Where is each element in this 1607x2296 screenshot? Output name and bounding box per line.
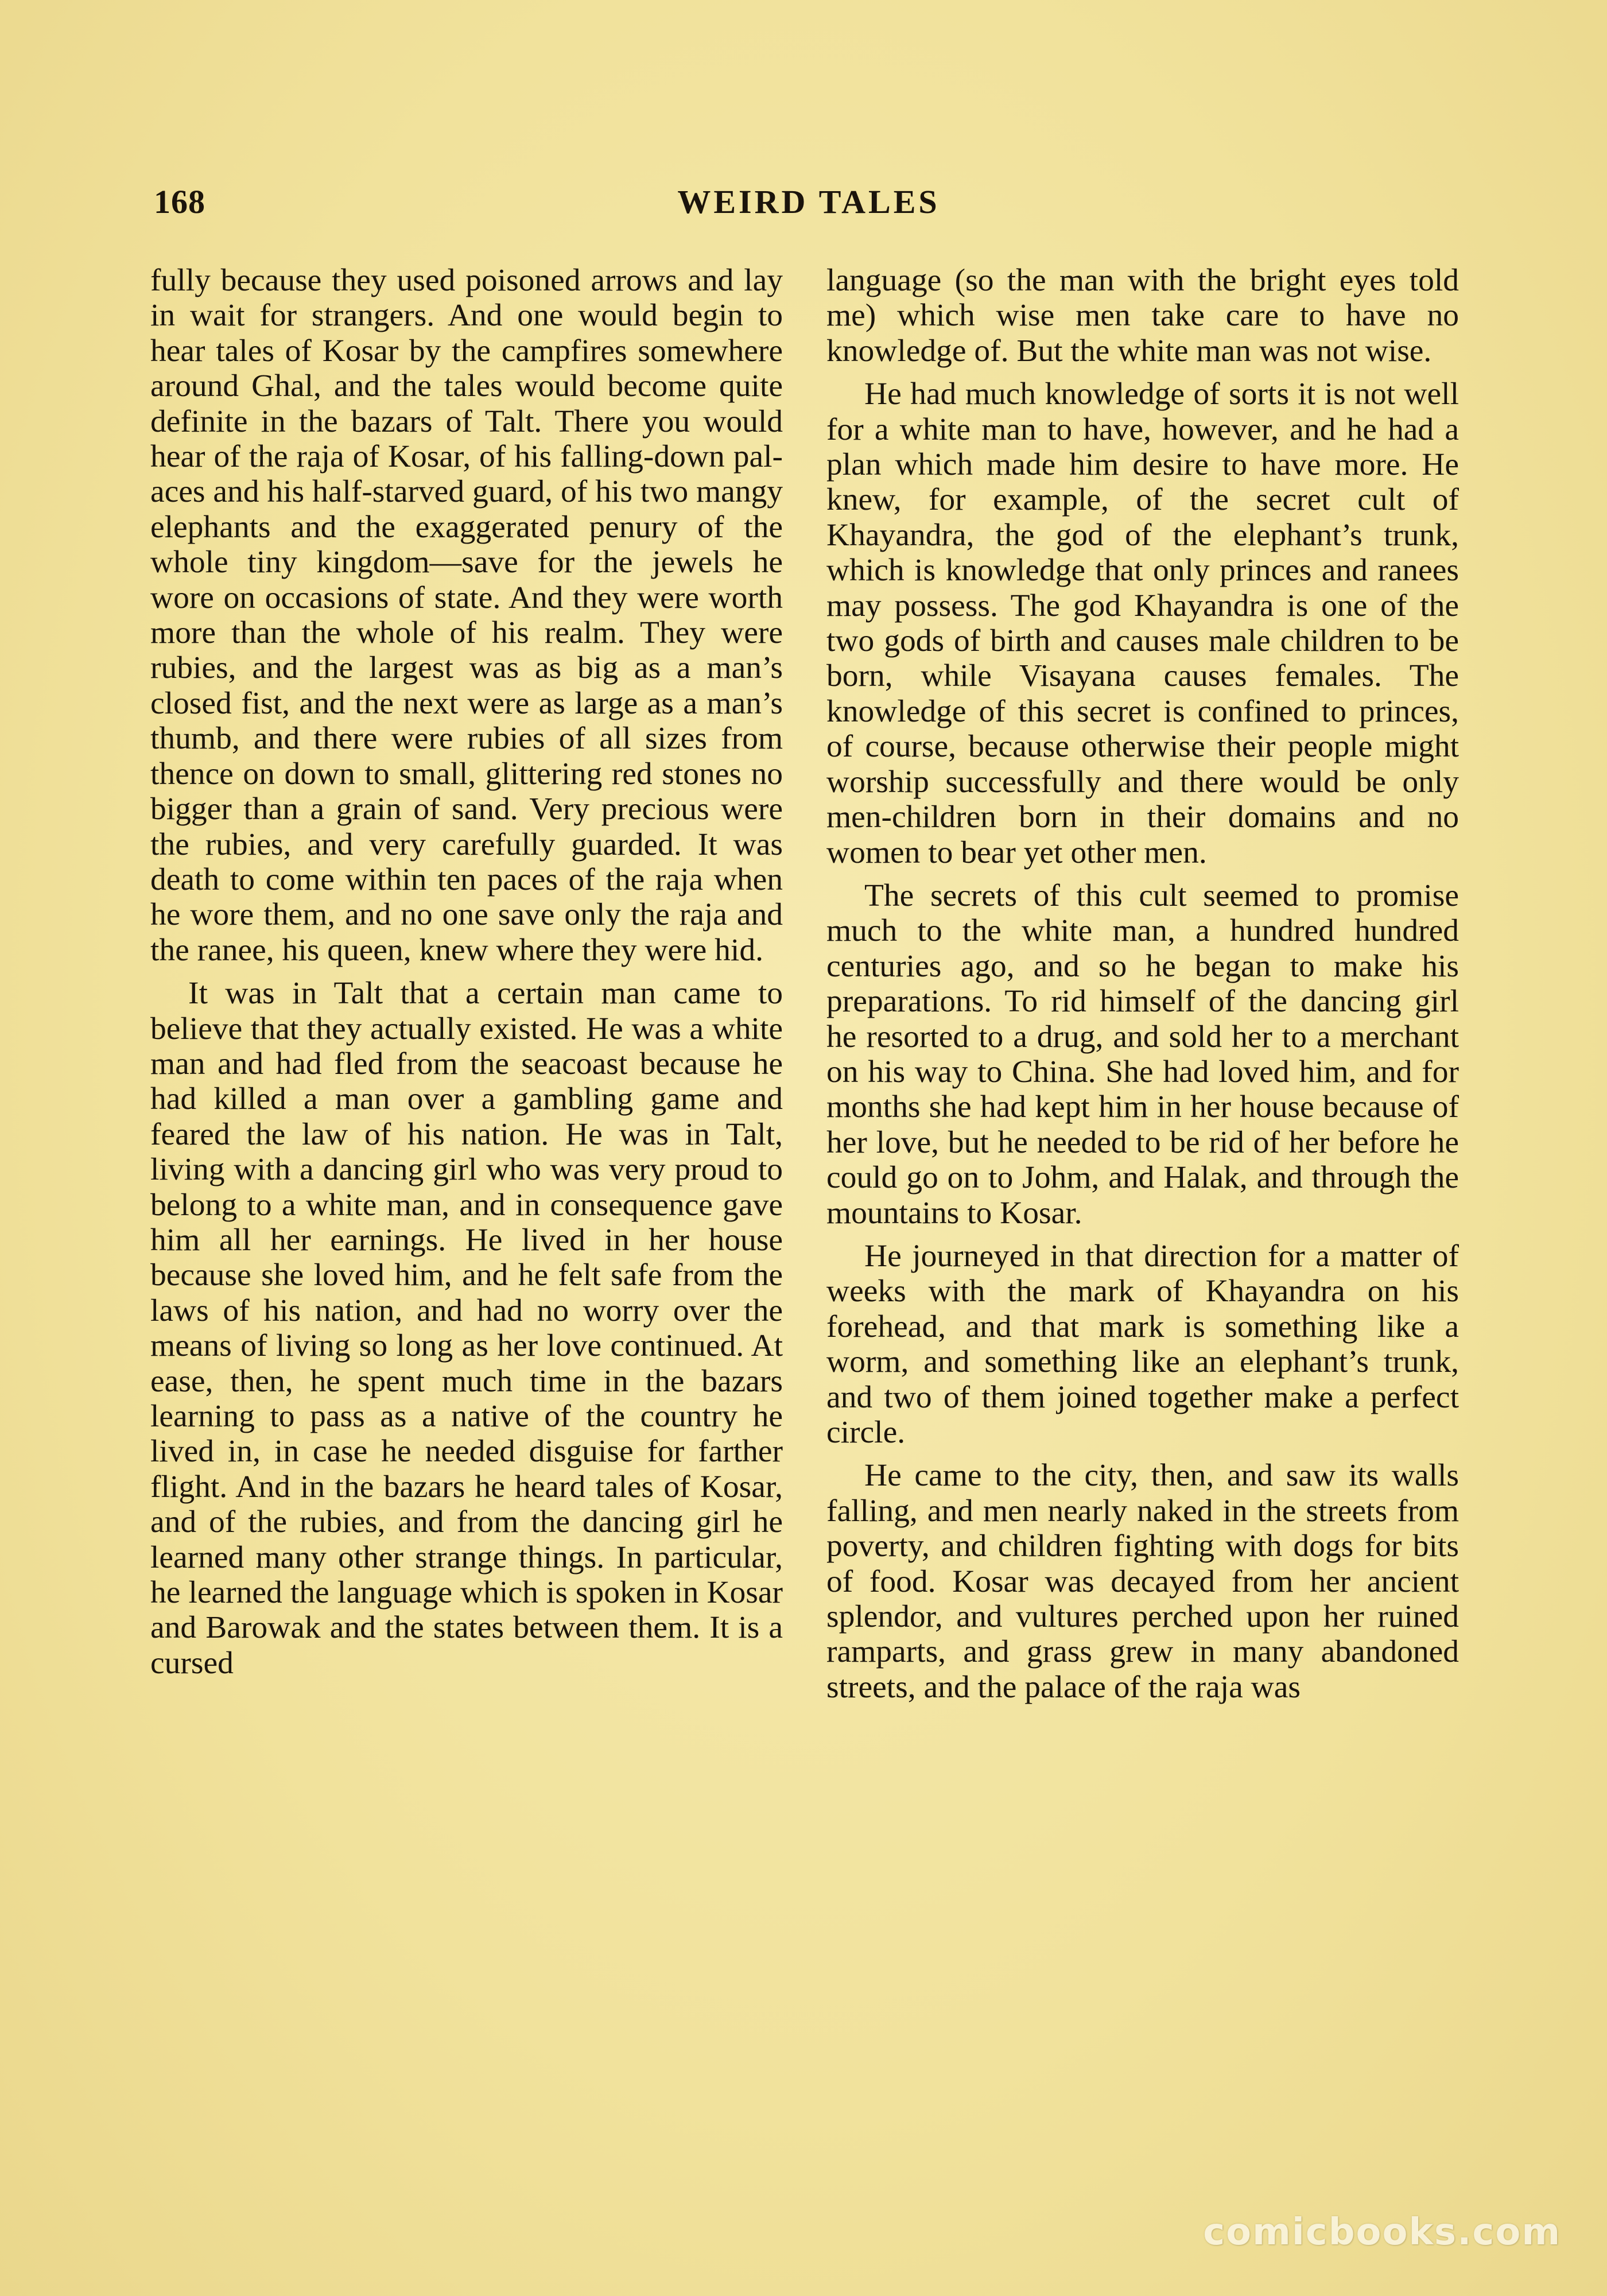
text-column-right <box>826 263 1459 1713</box>
paragraph: It was in Talt that a certain man came to believe that they actually existed. He was a white man and had fled from the seacoast because he had killed a man over a gambling game and feared the law of his nation. He was in Talt, living with a dancing girl who was very proud to belong to a white man, and in consequence gave him all her earnings. He lived in her house because she loved him, and he felt safe from the laws of his nation, and had no worry over the means of living so long as her love continued. At ease, then, he spent much time in the bazars learning to pass as a native of the country he lived in, in case he needed disguise for farther flight. And in the bazars he heard tales of Kosar, and of the rubies, and from the dancing girl he learned many other strange things. In particular, he learned the language which is spoken in Kosar and Barowak and the states between them. It is a cursed <box>150 976 783 1681</box>
paragraph: language (so the man with the bright eyes told me) which wise men take care to have no knowledge of. But the white man was not wise. <box>826 263 1459 369</box>
paragraph: He came to the city, then, and saw its walls falling, and men nearly naked in the streets from poverty, and children fighting with dogs for bits of food. Kosar was decayed from her ancient splendor, and vultures perched upon her ruined ramparts, and grass grew in many abandoned streets, and the palace of the raja was <box>826 1458 1459 1705</box>
text-column-left <box>150 263 783 1689</box>
running-head: WEIRD TALES <box>677 183 940 220</box>
paragraph: fully because they used poisoned arrows and lay in wait for strangers. And one would begin to hear tales of Kosar by the campfires somewhere around Ghal, and the tales would become quite definite in the bazars of Talt. There you would hear of the raja of Kosar, of his falling-down palaces and his half-starved guard, of his two mangy elephants and the exaggerated penury of the whole tiny kingdom—save for the jewels he wore on occasions of state. And they were worth more than the whole of his realm. They were rubies, and the largest was as big as a man’s closed fist, and the next were as large as a man’s thumb, and there were rubies of all sizes from thence on down to small, glittering red stones no bigger than a grain of sand. Very precious were the rubies, and very carefully guarded. It was death to come within ten paces of the raja when he wore them, and no one save only the raja and the ranee, his queen, knew where they were hid. <box>150 263 783 968</box>
paragraph: The secrets of this cult seemed to promise much to the white man, a hundred hundred centuries ago, and so he began to make his preparations. To rid himself of the dancing girl he resorted to a drug, and sold her to a merchant on his way to China. She had loved him, and for months she had kept him in her house because of her love, but he needed to be rid of her before he could go on to Johm, and Halak, and through the mountains to Kosar. <box>826 878 1459 1231</box>
watermark: comicbooks.com <box>1203 2211 1561 2254</box>
paragraph: He had much knowledge of sorts it is not well for a white man to have, however, and he had a plan which made him desire to have more. He knew, for example, of the secret cult of Khayandra, the god of the elephant’s trunk, which is knowledge that only princes and ranees may possess. The god Khayandra is one of the two gods of birth and causes male children to be born, while Visayana causes females. The knowledge of this secret is confined to princes, of course, because otherwise their people might worship successfully and there would be only men-children born in their domains and no women to bear yet other men. <box>826 377 1459 870</box>
page-number: 168 <box>154 183 205 220</box>
page-header <box>154 183 1464 228</box>
paragraph: He journeyed in that direction for a matter of weeks with the mark of Khayandra on his forehead, and that mark is something like a worm, and something like an elephant’s trunk, and two of them joined together make a perfect circle. <box>826 1238 1459 1450</box>
